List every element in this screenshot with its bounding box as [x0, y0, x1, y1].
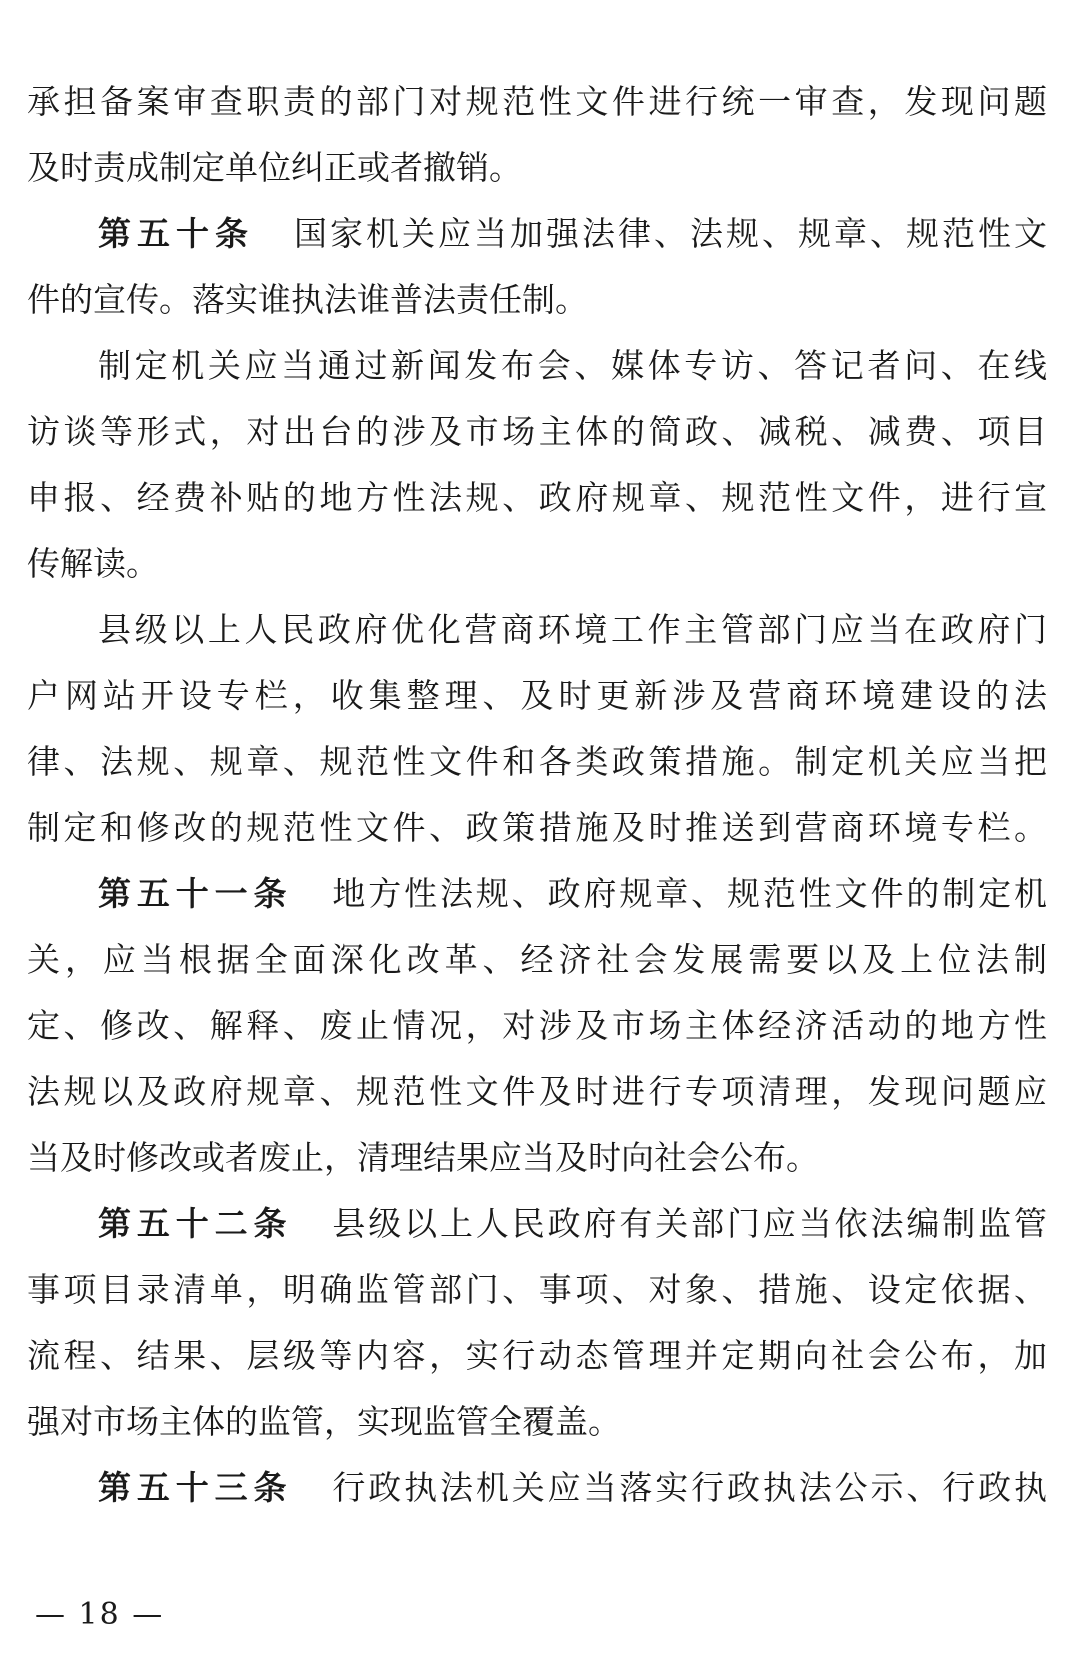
text-line: 法规以及政府规章、规范性文件及时进行专项清理，发现问题应: [27, 1072, 1047, 1111]
text-line: 申报、经费补贴的地方性法规、政府规章、规范性文件，进行宣: [27, 478, 1047, 517]
text-line: 关，应当根据全面深化改革、经济社会发展需要以及上位法制: [27, 940, 1047, 979]
article-heading-51: 第五十一条: [98, 874, 293, 913]
text-line: 访谈等形式，对出台的涉及市场主体的简政、减税、减费、项目: [27, 412, 1047, 451]
text-line: 流程、结果、层级等内容，实行动态管理并定期向社会公布，加: [27, 1336, 1047, 1375]
article-51-line: 第五十一条 地方性法规、政府规章、规范性文件的制定机: [98, 874, 1047, 913]
text-line: 传解读。: [27, 544, 159, 583]
article-heading-53: 第五十三条: [98, 1468, 293, 1507]
article-53-line: 第五十三条 行政执法机关应当落实行政执法公示、行政执: [98, 1468, 1047, 1507]
text-line: 定、修改、解释、废止情况，对涉及市场主体经济活动的地方性: [27, 1006, 1047, 1045]
page-number: — 18 —: [35, 1597, 165, 1632]
text-line: 件的宣传。落实谁执法谁普法责任制。: [27, 280, 588, 319]
text-line: 律、法规、规章、规范性文件和各类政策措施。制定机关应当把: [27, 742, 1047, 781]
text-line: 强对市场主体的监管，实现监管全覆盖。: [27, 1402, 621, 1441]
article-heading-50: 第五十条: [98, 214, 254, 253]
text-line: 当及时修改或者废止，清理结果应当及时向社会公布。: [27, 1138, 819, 1177]
article-52-line: 第五十二条 县级以上人民政府有关部门应当依法编制监管: [98, 1204, 1047, 1243]
article-heading-52: 第五十二条: [98, 1204, 293, 1243]
text-line: 制定机关应当通过新闻发布会、媒体专访、答记者问、在线: [98, 346, 1047, 385]
text-line: 承担备案审查职责的部门对规范性文件进行统一审查，发现问题: [27, 82, 1047, 121]
text-line: 制定和修改的规范性文件、政策措施及时推送到营商环境专栏。: [27, 808, 1047, 847]
text-line: 事项目录清单，明确监管部门、事项、对象、措施、设定依据、: [27, 1270, 1047, 1309]
article-50-line: 第五十条 国家机关应当加强法律、法规、规章、规范性文: [98, 214, 1047, 253]
text-line: 及时责成制定单位纠正或者撤销。: [27, 148, 522, 187]
text-line: 户网站开设专栏，收集整理、及时更新涉及营商环境建设的法: [27, 676, 1047, 715]
text-line: 县级以上人民政府优化营商环境工作主管部门应当在政府门: [98, 610, 1047, 649]
